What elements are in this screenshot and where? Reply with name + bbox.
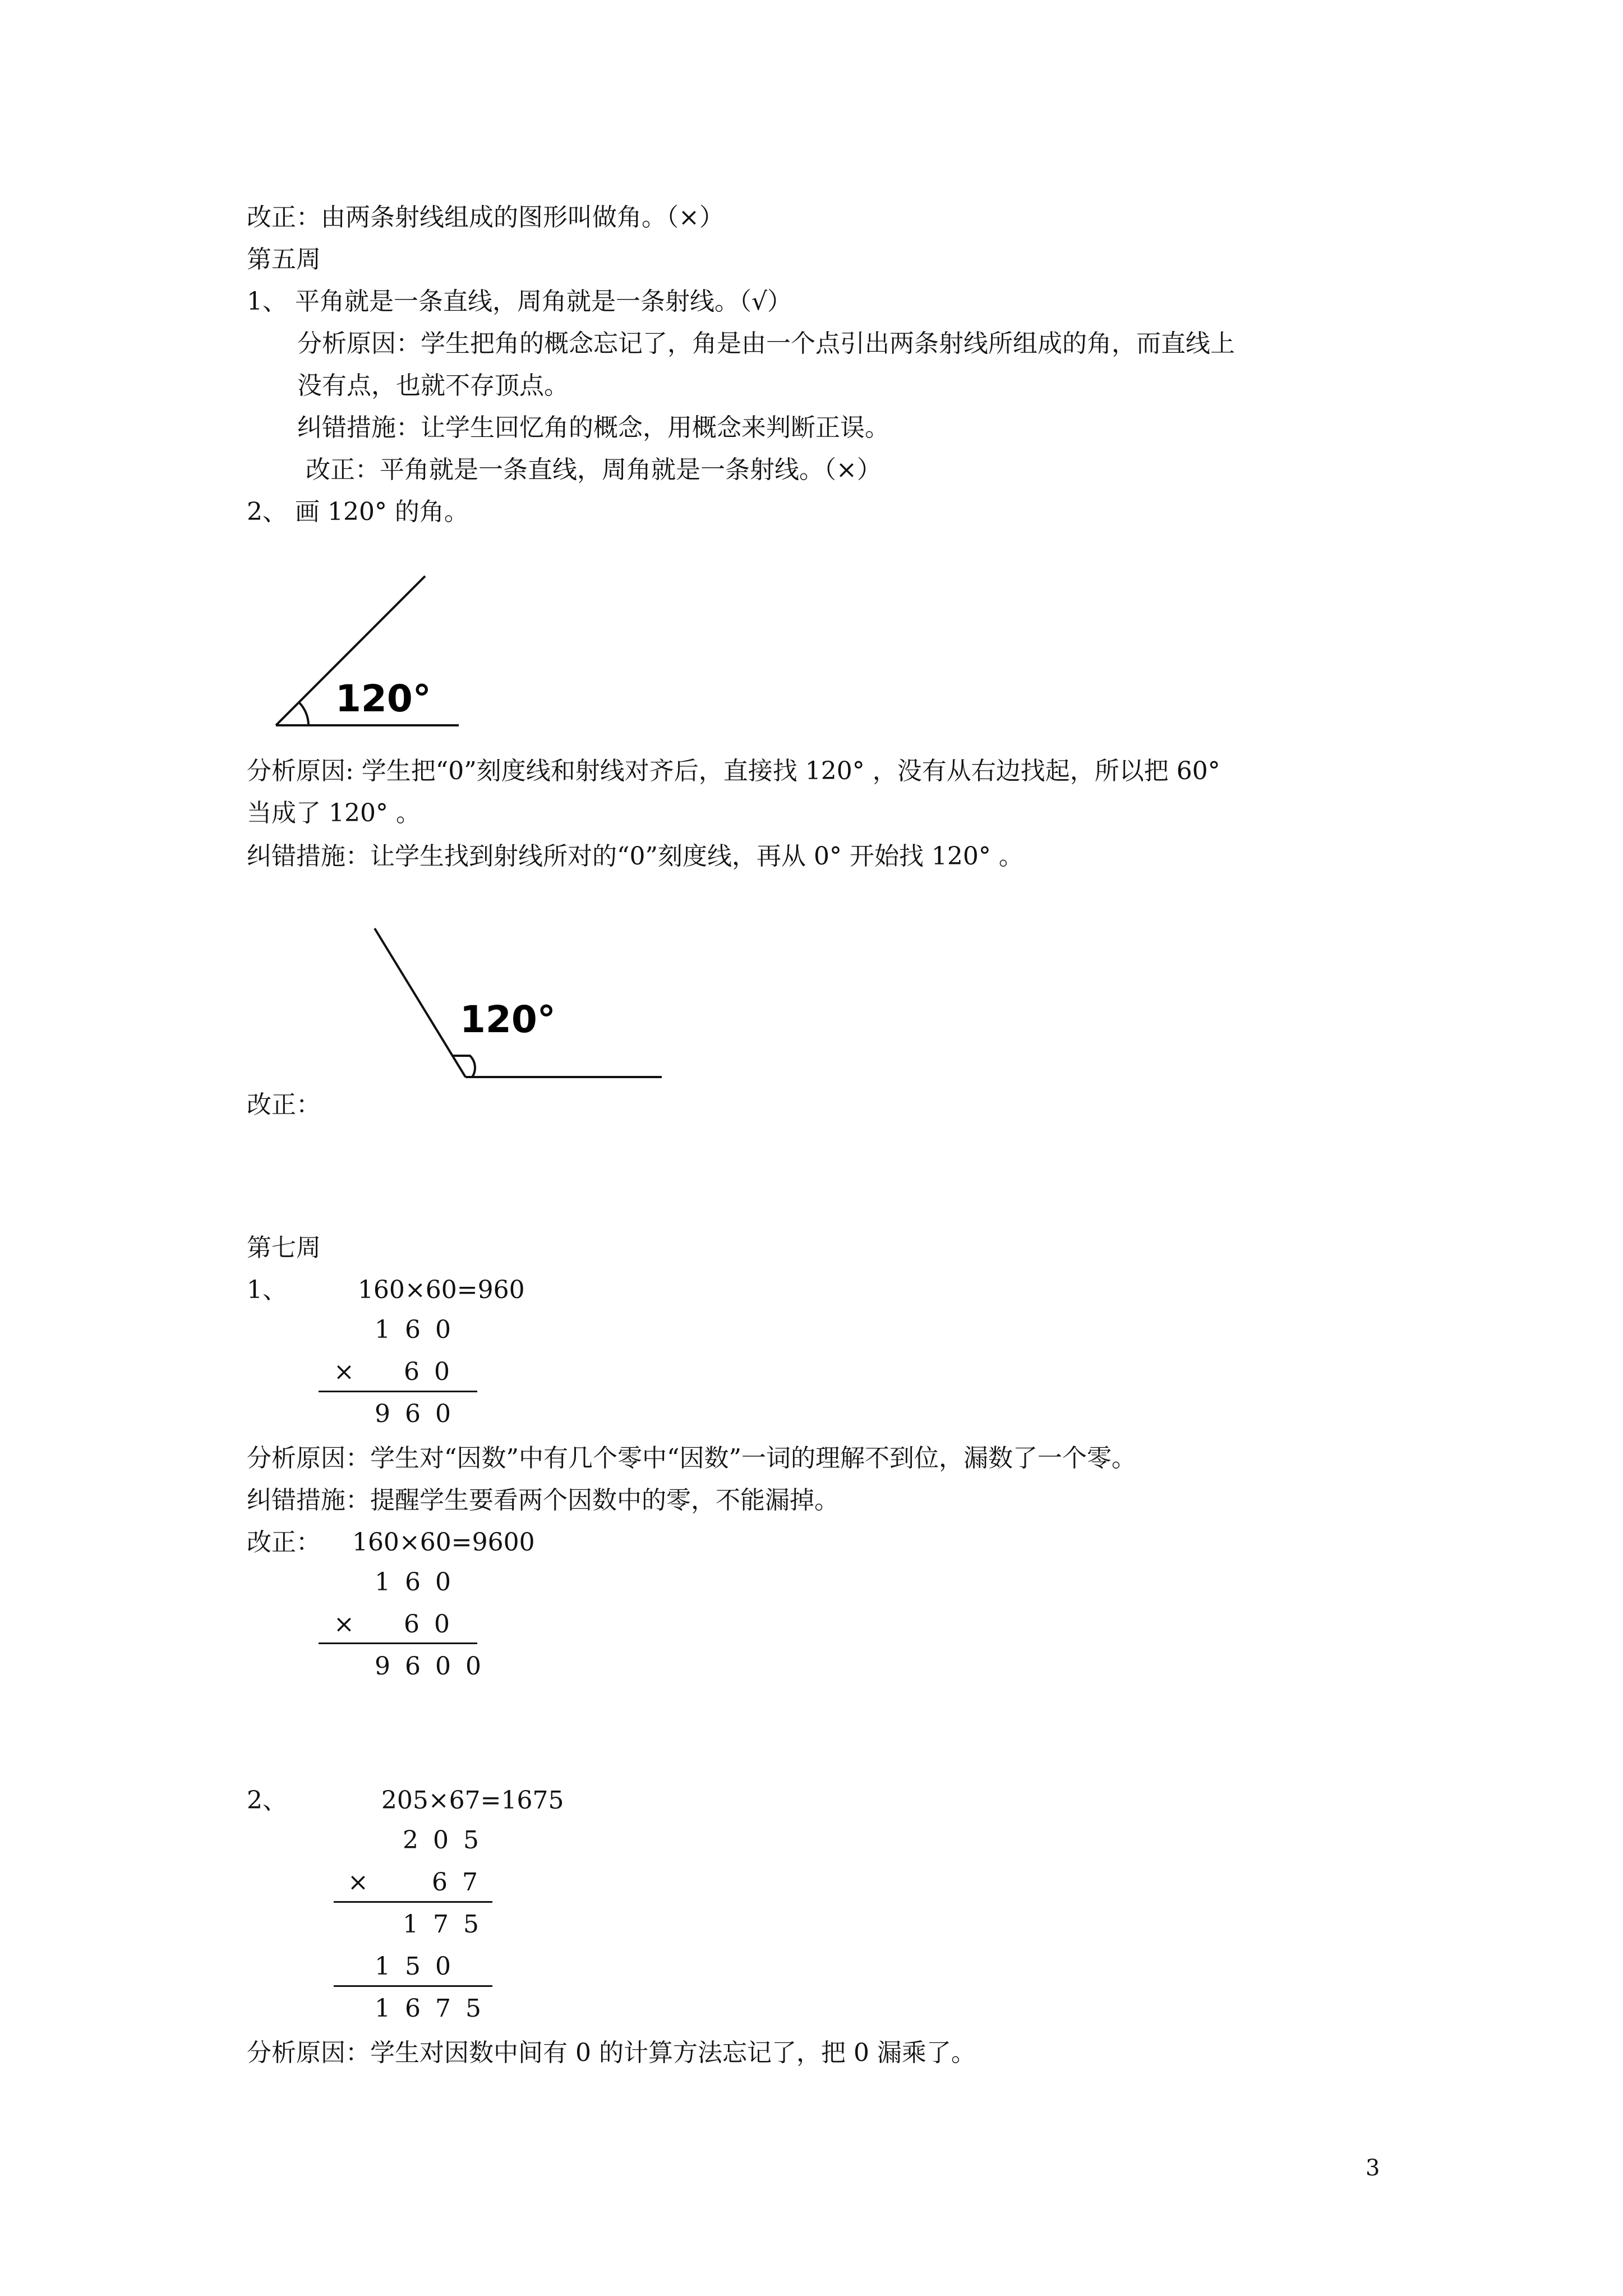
text-line: 改正：由两条射线组成的图形叫做角。（×） xyxy=(247,203,724,232)
calc-times-sign: × xyxy=(348,1868,383,1897)
calc-multiplicand: 160 xyxy=(375,1315,465,1344)
question-2: 2、 画 120° 的角。 xyxy=(247,498,469,526)
correction-label: 改正： xyxy=(247,1091,321,1119)
question-2: 2、 205×67=1675 xyxy=(247,1786,564,1815)
analysis-text-cont: 没有点，也就不存顶点。 xyxy=(297,371,569,400)
calc-multiplier: 60 xyxy=(404,1358,464,1386)
calc-rule xyxy=(334,1901,492,1903)
correction-text: 改正：平角就是一条直线，周角就是一条射线。（×） xyxy=(306,455,882,484)
calc-result: 9600 xyxy=(375,1652,496,1681)
section-heading-week7: 第七周 xyxy=(247,1234,321,1262)
section-heading-week5: 第五周 xyxy=(247,245,321,274)
calc-rule xyxy=(334,1985,492,1987)
analysis-text-cont: 当成了 120° 。 xyxy=(247,799,421,827)
fix-text: 纠错措施：让学生回忆角的概念，用概念来判断正误。 xyxy=(297,413,889,442)
page-number: 3 xyxy=(1366,2155,1380,2181)
analysis-text: 分析原因：学生对“因数”中有几个零中“因数”一词的理解不到位，漏数了一个零。 xyxy=(247,1444,1136,1473)
analysis-text: 分析原因：学生把角的概念忘记了，角是由一个点引出两条射线所组成的角，而直线上 xyxy=(297,329,1235,358)
analysis-text: 分析原因：学生对因数中间有 0 的计算方法忘记了，把 0 漏乘了。 xyxy=(247,2039,976,2067)
calc-times-sign: × xyxy=(334,1358,369,1386)
calc-partial-product: 150 xyxy=(375,1952,465,1981)
question-1: 1、 160×60=960 xyxy=(247,1276,525,1304)
fix-text: 纠错措施：让学生找到射线所对的“0”刻度线，再从 0° 开始找 120° 。 xyxy=(247,842,1023,871)
calc-multiplicand: 205 xyxy=(403,1826,494,1855)
correction-text: 改正： 160×60=9600 xyxy=(247,1528,535,1557)
correct-angle-label: 120° xyxy=(460,998,556,1041)
question-1: 1、 平角就是一条直线，周角就是一条射线。（√） xyxy=(247,287,792,316)
analysis-text: 分析原因: 学生把“0”刻度线和射线对齐后，直接找 120° ，没有从右边找起，所以把 60° xyxy=(247,757,1220,785)
calc-multiplier: 60 xyxy=(404,1610,464,1639)
correct-angle-figure xyxy=(375,928,662,1077)
calc-multiplier: 67 xyxy=(432,1868,492,1897)
calc-partial-product: 175 xyxy=(403,1910,494,1939)
calc-times-sign: × xyxy=(334,1610,369,1639)
calc-multiplicand: 160 xyxy=(375,1568,465,1596)
calc-result: 1675 xyxy=(375,1994,496,2023)
wrong-angle-figure xyxy=(276,576,459,725)
fix-text: 纠错措施：提醒学生要看两个因数中的零，不能漏掉。 xyxy=(247,1486,839,1515)
calc-rule xyxy=(319,1391,477,1392)
calc-result: 960 xyxy=(375,1400,465,1428)
wrong-angle-label: 120° xyxy=(335,677,431,720)
calc-rule xyxy=(319,1642,477,1644)
